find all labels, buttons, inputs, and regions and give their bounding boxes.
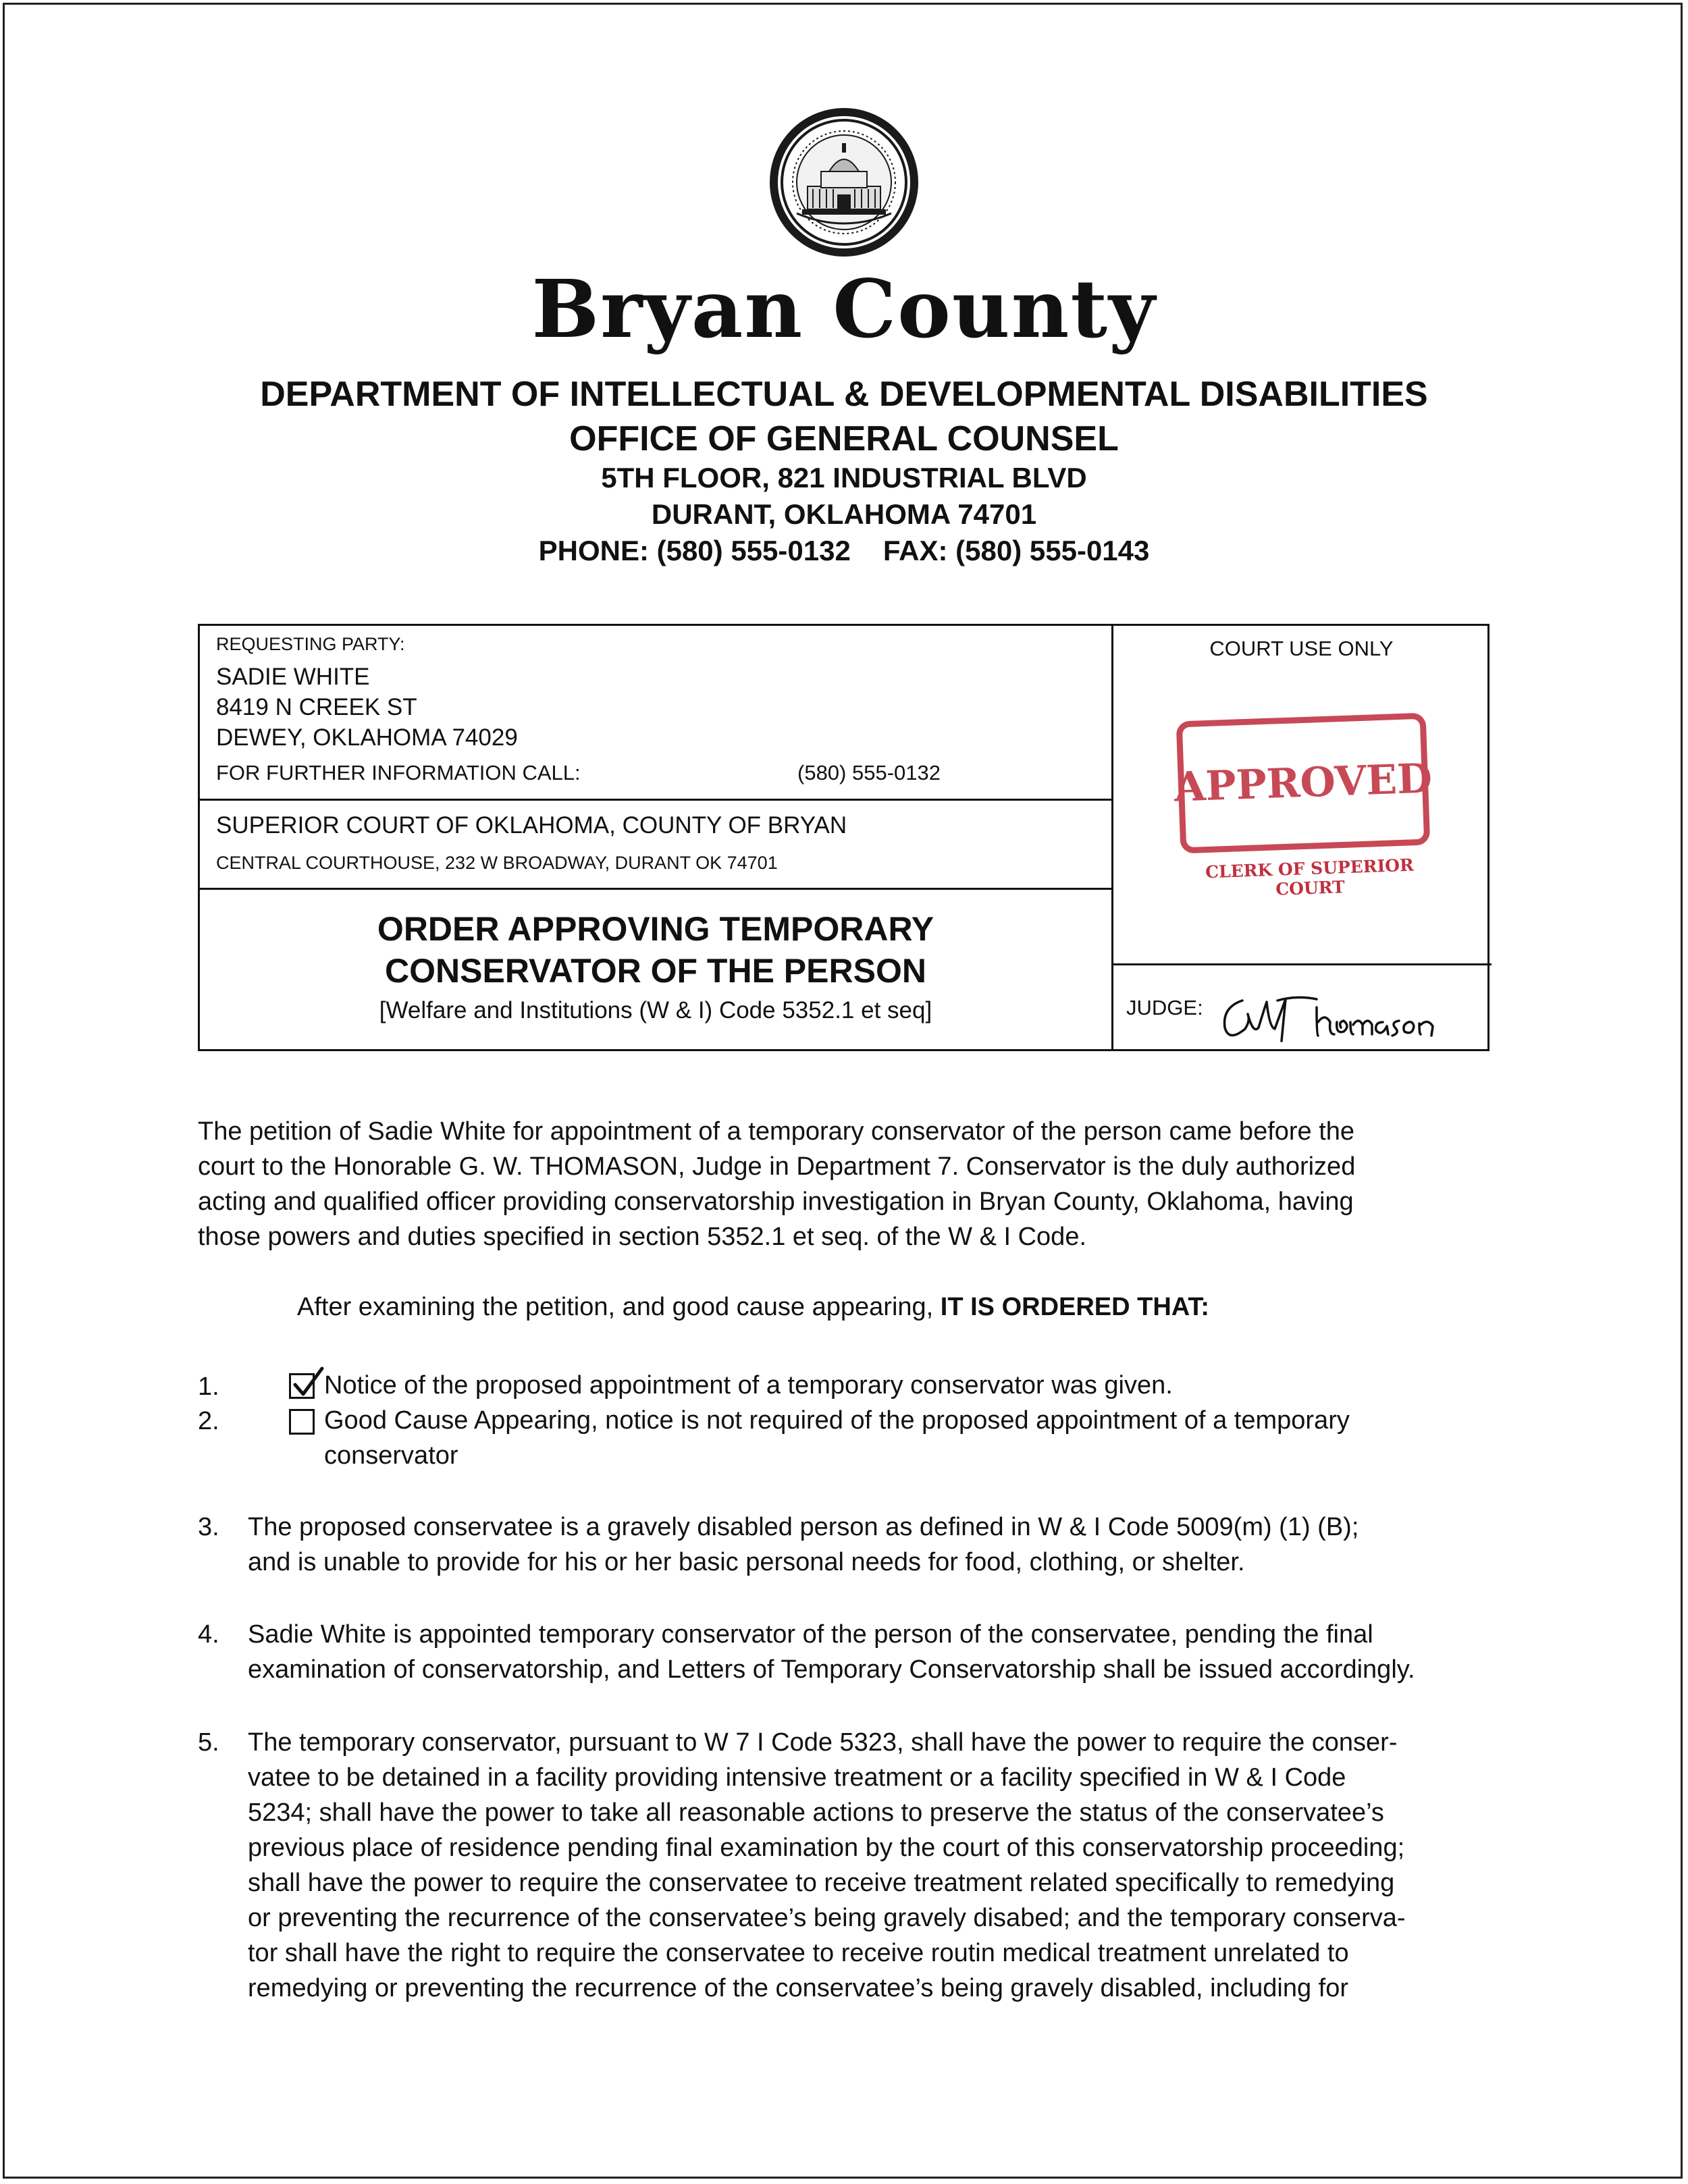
paragraph-line: acting and qualified officer providing conservatorship investigation in Bryan County, Oklahoma, having <box>198 1188 1354 1216</box>
caption-rule <box>1111 963 1492 965</box>
judge-label: JUDGE: <box>1126 996 1203 1019</box>
item-line: and is unable to provide for his or her basic personal needs for food, clothing, or shelter. <box>248 1548 1245 1576</box>
office-fax: FAX: (580) 555-0143 <box>882 535 1150 566</box>
requesting-party-name: SADIE WHITE <box>216 664 370 690</box>
info-label: FOR FURTHER INFORMATION CALL: <box>216 761 581 784</box>
office-phone: PHONE: (580) 555-0132 <box>538 535 851 566</box>
item-number: 1. <box>198 1373 219 1401</box>
court-use-label: COURT USE ONLY <box>1209 637 1394 660</box>
caption-rule <box>200 888 1111 890</box>
petition-paragraph <box>198 1114 1467 1254</box>
requesting-party-street: 8419 N CREEK ST <box>216 694 417 720</box>
county-courthouse-seal-icon <box>767 105 921 259</box>
approved-stamp: APPROVED <box>1176 713 1431 854</box>
requesting-party-label: REQUESTING PARTY: <box>216 634 405 654</box>
office-street: 5TH FLOOR, 821 INDUSTRIAL BLVD <box>601 462 1087 494</box>
county-name: Bryan County <box>531 262 1157 356</box>
court-address: CENTRAL COURTHOUSE, 232 W BROADWAY, DURANT OK 74701 <box>216 853 778 873</box>
stamp-subtext: CLERK OF SUPERIOR COURT <box>1205 855 1415 899</box>
paragraph-line: court to the Honorable G. W. THOMASON, Judge in Department 7. Conservator is the duly authorized <box>198 1152 1356 1181</box>
item-line: tor shall have the right to require the conservatee to receive routin medical treatment unrelated to <box>248 1939 1349 1967</box>
caption-divider <box>1111 626 1113 1049</box>
checkmark-icon <box>290 1366 325 1401</box>
order-citation: [Welfare and Institutions (W & I) Code 5352.1 et seq] <box>379 997 932 1023</box>
good-cause-checkbox[interactable] <box>289 1409 315 1435</box>
item-line: remedying or preventing the recurrence of the conservatee’s being gravely disabled, including for <box>248 1974 1349 2002</box>
office-city: DURANT, OKLAHOMA 74701 <box>651 498 1037 530</box>
paragraph-line: The petition of Sadie White for appointment of a temporary conservator of the person came before the <box>198 1117 1355 1146</box>
notice-given-checkbox[interactable] <box>289 1373 315 1399</box>
court-name: SUPERIOR COURT OF OKLAHOMA, COUNTY OF BRYAN <box>216 812 847 838</box>
order-title-line2: CONSERVATOR OF THE PERSON <box>385 952 926 990</box>
ordered-intro: After examining the petition, and good cause appearing, <box>297 1293 934 1321</box>
item2-text-line2: conservator <box>324 1441 458 1470</box>
office-name: OFFICE OF GENERAL COUNSEL <box>569 419 1119 458</box>
item-line: Sadie White is appointed temporary conservator of the person of the conservatee, pending the final <box>248 1620 1373 1649</box>
item-line: The temporary conservator, pursuant to W 7 I Code 5323, shall have the power to require the conser- <box>248 1728 1398 1757</box>
info-phone: (580) 555-0132 <box>797 761 941 784</box>
item-number: 2. <box>198 1407 219 1435</box>
item4-text <box>248 1617 1497 1687</box>
item-line: examination of conservatorship, and Letters of Temporary Conservatorship shall be issued accordingly. <box>248 1655 1415 1684</box>
department-name: DEPARTMENT OF INTELLECTUAL & DEVELOPMENTAL DISABILITIES <box>260 375 1428 414</box>
item-number: 4. <box>198 1620 219 1649</box>
caption-rule <box>200 799 1111 801</box>
ordered-bold: IT IS ORDERED THAT: <box>940 1293 1210 1321</box>
ordered-statement <box>297 1293 1209 1322</box>
order-title-line1: ORDER APPROVING TEMPORARY <box>377 910 934 948</box>
item1-text: Notice of the proposed appointment of a temporary conservator was given. <box>324 1371 1173 1400</box>
item5-text <box>248 1725 1497 2006</box>
item2-text-line1: Good Cause Appearing, notice is not required of the proposed appointment of a temporary <box>324 1406 1350 1435</box>
paragraph-line: those powers and duties specified in section 5352.1 et seq. of the W & I Code. <box>198 1223 1087 1251</box>
requesting-party-city: DEWEY, OKLAHOMA 74029 <box>216 724 518 751</box>
judge-signature <box>1215 987 1445 1048</box>
item-line: The proposed conservatee is a gravely disabled person as defined in W & I Code 5009(m) (1) (B); <box>248 1513 1359 1541</box>
item-line: shall have the power to require the conservatee to receive treatment related specifically to remedying <box>248 1869 1395 1897</box>
item-line: previous place of residence pending final examination by the court of this conservatorship proceeding; <box>248 1834 1405 1862</box>
item-number: 5. <box>198 1728 219 1757</box>
item-number: 3. <box>198 1513 219 1541</box>
item-line: 5234; shall have the power to take all reasonable actions to preserve the status of the conservatee’s <box>248 1799 1384 1827</box>
office-contact <box>0 535 1688 567</box>
item-line: or preventing the recurrence of the conservatee’s being gravely disabed; and the temporary conserva- <box>248 1904 1406 1932</box>
item-line: vatee to be detained in a facility providing intensive treatment or a facility specified in W & I Code <box>248 1763 1346 1792</box>
item3-text <box>248 1510 1497 1580</box>
